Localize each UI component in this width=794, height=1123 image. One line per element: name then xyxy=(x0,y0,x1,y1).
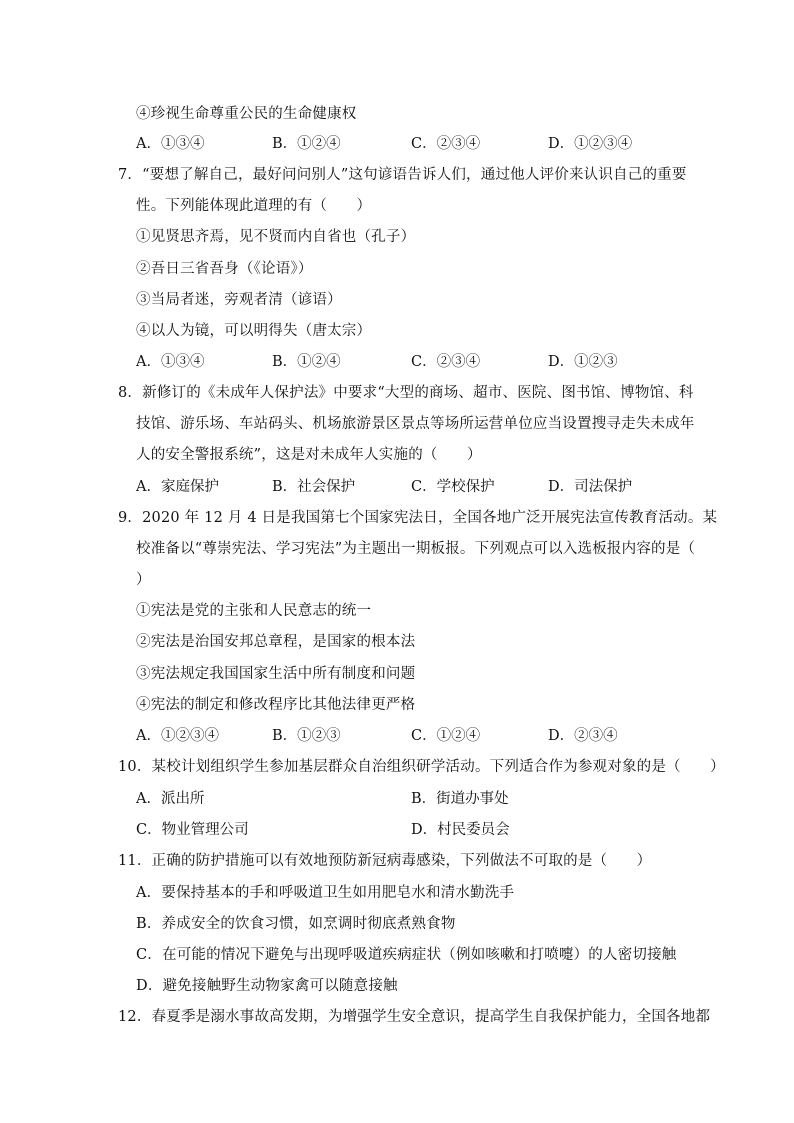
q11-option-d: D．避免接触野生动物家禽可以随意接触 xyxy=(136,978,398,994)
q8-option-a: A．家庭保护 xyxy=(136,479,219,495)
q7-stem-line-2: 性。下列能体现此道理的有（ ） xyxy=(136,198,372,214)
q12-stem-line-1: 12．春夏季是溺水事故高发期，为增强学生安全意识，提高学生自我保护能力，全国各地都 xyxy=(118,1009,711,1025)
q6-option-b: B．①②④ xyxy=(272,136,341,152)
q9-item-4: ④宪法的制定和修改程序比其他法律更严格 xyxy=(136,697,416,713)
q7-option-a: A．①③④ xyxy=(136,354,205,370)
q10-option-a: A．派出所 xyxy=(136,791,205,807)
q7-item-3: ③当局者迷，旁观者清（谚语） xyxy=(136,292,342,308)
q9-option-d: D．②③④ xyxy=(548,728,618,744)
q9-stem-line-2: 校准备以“尊崇宪法、学习宪法”为主题出一期板报。下列观点可以入选板报内容的是（ xyxy=(136,541,696,557)
q8-stem-line-2: 技馆、游乐场、车站码头、机场旅游景区景点等场所运营单位应当设置搜寻走失未成年 xyxy=(136,416,695,432)
q11-option-b: B．养成安全的饮食习惯，如烹调时彻底煮熟食物 xyxy=(136,916,456,932)
q9-item-1: ①宪法是党的主张和人民意志的统一 xyxy=(136,603,372,619)
q9-option-a: A．①②③④ xyxy=(136,728,219,744)
q7-option-b: B．①②④ xyxy=(272,354,341,370)
q11-stem-line-1: 11．正确的防护措施可以有效地预防新冠病毒感染，下列做法不可取的是（ ） xyxy=(118,853,652,869)
q11-option-c: C．在可能的情况下避免与出现呼吸道疾病症状（例如咳嗽和打喷嚏）的人密切接触 xyxy=(136,947,677,963)
q7-option-c: C．②③④ xyxy=(411,354,481,370)
q8-option-c: C．学校保护 xyxy=(411,479,495,495)
q6-item-4: ④珍视生命尊重公民的生命健康权 xyxy=(136,106,357,122)
q10-stem-line-1: 10．某校计划组织学生参加基层群众自治组织研学活动。下列适合作为参观对象的是（ ） xyxy=(118,759,725,775)
q9-stem-line-1: 9．2020 年 12 月 4 日是我国第七个国家宪法日，全国各地广泛开展宪法宣传教育活动。某 xyxy=(118,510,718,526)
q6-option-d: D．①②③④ xyxy=(548,136,633,152)
q8-stem-line-3: 人的安全警报系统”，这是对未成年人实施的（ ） xyxy=(136,447,482,463)
q9-item-3: ③宪法规定我国国家生活中所有制度和问题 xyxy=(136,666,416,682)
q7-option-d: D．①②③ xyxy=(548,354,618,370)
q9-item-2: ②宪法是治国安邦总章程，是国家的根本法 xyxy=(136,634,416,650)
q6-option-a: A．①③④ xyxy=(136,136,205,152)
q10-option-c: C．物业管理公司 xyxy=(136,822,249,838)
q10-option-b: B．街道办事处 xyxy=(411,791,509,807)
q11-option-a: A．要保持基本的手和呼吸道卫生如用肥皂水和清水勤洗手 xyxy=(136,885,515,901)
q9-option-c: C．①②④ xyxy=(411,728,481,744)
q9-stem-line-3: ） xyxy=(136,572,151,588)
q8-stem-line-1: 8．新修订的《未成年人保护法》中要求“大型的商场、超市、医院、图书馆、博物馆、科 xyxy=(118,385,694,401)
q7-item-1: ①见贤思齐焉，见不贤而内自省也（孔子） xyxy=(136,229,416,245)
q9-option-b: B．①②③ xyxy=(272,728,341,744)
q7-item-4: ④以人为镜，可以明得失（唐太宗） xyxy=(136,323,372,339)
q10-option-d: D．村民委员会 xyxy=(411,822,510,838)
q8-option-b: B．社会保护 xyxy=(272,479,356,495)
q6-option-c: C．②③④ xyxy=(411,136,481,152)
q7-item-2: ②吾日三省吾身（《论语》） xyxy=(136,261,313,277)
q8-option-d: D．司法保护 xyxy=(548,479,633,495)
q7-stem-line-1: 7．“要想了解自己，最好问问别人”这句谚语告诉人们，通过他人评价来认识自己的重要 xyxy=(118,167,687,183)
